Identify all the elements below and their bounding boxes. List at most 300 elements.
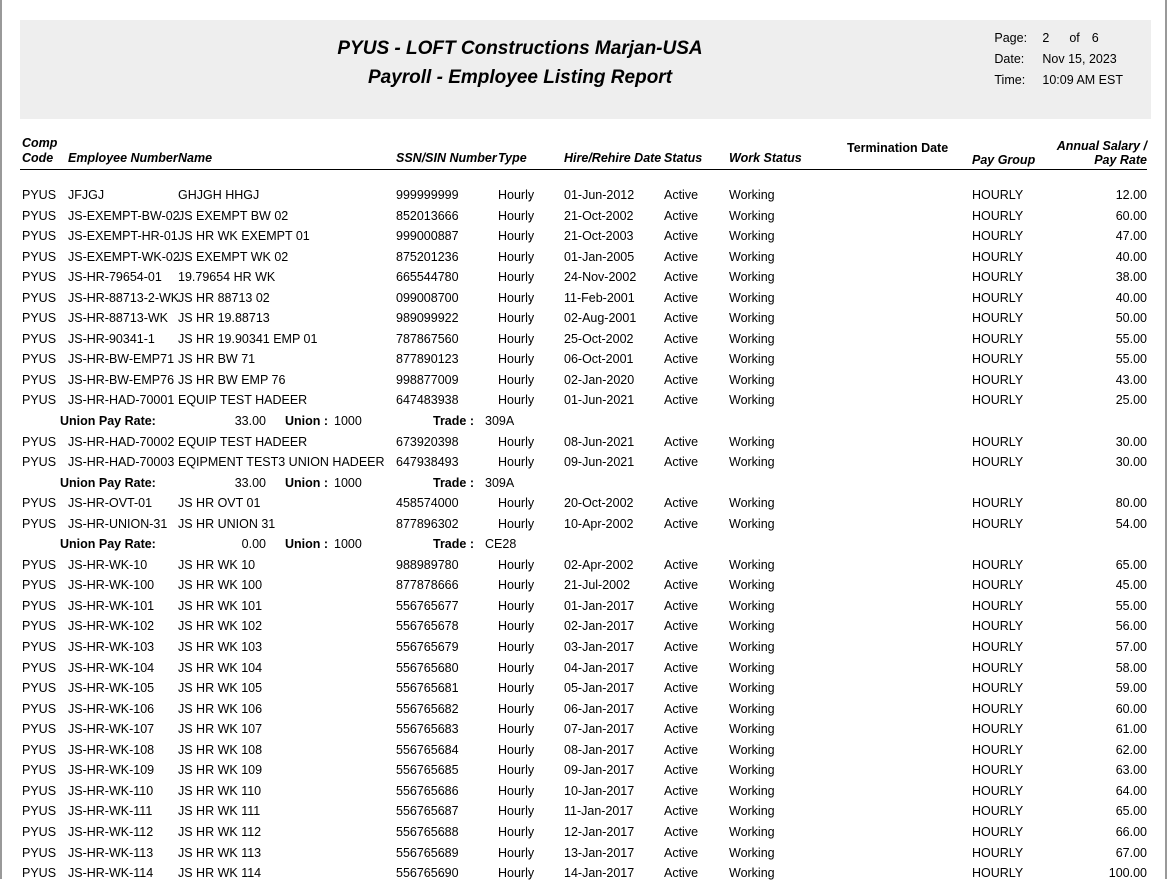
cell-hire-date: 10-Jan-2017 bbox=[564, 783, 635, 798]
cell-work-status: Working bbox=[729, 578, 775, 593]
cell-pay-group: HOURLY bbox=[972, 455, 1024, 470]
cell-ssn: 556765683 bbox=[396, 722, 459, 737]
cell-pay-group: HOURLY bbox=[972, 249, 1024, 264]
cell-ssn: 988989780 bbox=[396, 557, 459, 572]
union-pay-rate-row bbox=[2, 535, 1167, 556]
table-row bbox=[2, 453, 1167, 474]
cell-type: Hourly bbox=[498, 249, 535, 264]
cell-pay-rate: 55.00 bbox=[1115, 352, 1147, 367]
cell-ssn: 877878666 bbox=[396, 578, 459, 593]
cell-ssn: 556765686 bbox=[396, 783, 459, 798]
cell-name: JS HR OVT 01 bbox=[178, 496, 261, 511]
cell-employee-number: JS-HR-WK-107 bbox=[68, 722, 155, 737]
cell-type: Hourly bbox=[498, 557, 535, 572]
cell-work-status: Working bbox=[729, 824, 775, 839]
cell-pay-group: HOURLY bbox=[972, 763, 1024, 778]
cell-ssn: 556765690 bbox=[396, 866, 459, 881]
cell-ssn: 099008700 bbox=[396, 290, 459, 305]
cell-comp-code: PYUS bbox=[22, 578, 57, 593]
cell-status: Active bbox=[664, 516, 699, 531]
cell-comp-code: PYUS bbox=[22, 290, 57, 305]
table-row bbox=[2, 371, 1167, 392]
cell-pay-group: HOURLY bbox=[972, 393, 1024, 408]
cell-name: JS HR WK 101 bbox=[178, 598, 263, 613]
cell-employee-number: JS-HR-UNION-31 bbox=[68, 516, 168, 531]
cell-name: JS HR WK 106 bbox=[178, 701, 263, 716]
cell-comp-code: PYUS bbox=[22, 270, 57, 285]
column-header-comp-code-line2: Code bbox=[22, 151, 54, 165]
cell-ssn: 458574000 bbox=[396, 496, 459, 511]
cell-work-status: Working bbox=[729, 393, 775, 408]
cell-status: Active bbox=[664, 598, 699, 613]
cell-comp-code: PYUS bbox=[22, 188, 57, 202]
union-pay-rate-value: 33.00 bbox=[234, 475, 266, 490]
cell-status: Active bbox=[664, 270, 699, 285]
cell-pay-rate: 65.00 bbox=[1115, 557, 1147, 572]
cell-status: Active bbox=[664, 352, 699, 367]
table-row bbox=[2, 782, 1167, 803]
cell-hire-date: 01-Jan-2005 bbox=[564, 249, 635, 264]
cell-type: Hourly bbox=[498, 516, 535, 531]
cell-comp-code: PYUS bbox=[22, 681, 57, 696]
cell-pay-rate: 63.00 bbox=[1115, 763, 1147, 778]
cell-hire-date: 09-Jan-2017 bbox=[564, 763, 635, 778]
cell-work-status: Working bbox=[729, 496, 775, 511]
cell-pay-rate: 25.00 bbox=[1115, 393, 1147, 408]
cell-employee-number: JS-HR-WK-102 bbox=[68, 619, 155, 634]
cell-work-status: Working bbox=[729, 763, 775, 778]
time-meta-row bbox=[994, 70, 1123, 91]
table-row bbox=[2, 268, 1167, 289]
trade-value: 309A bbox=[485, 414, 515, 429]
cell-employee-number: JS-HR-WK-113 bbox=[68, 845, 154, 860]
cell-type: Hourly bbox=[498, 824, 535, 839]
trade-label: Trade : bbox=[433, 537, 474, 552]
report-title-line-2: Payroll - Employee Listing Report bbox=[367, 67, 673, 88]
cell-name: JS HR BW 71 bbox=[178, 352, 256, 367]
cell-name: JS HR WK 10 bbox=[178, 557, 256, 572]
cell-ssn: 998877009 bbox=[396, 372, 459, 387]
cell-comp-code: PYUS bbox=[22, 455, 57, 470]
cell-hire-date: 01-Jun-2012 bbox=[564, 188, 635, 202]
cell-pay-rate: 40.00 bbox=[1115, 249, 1147, 264]
cell-status: Active bbox=[664, 455, 699, 470]
cell-work-status: Working bbox=[729, 208, 775, 223]
cell-ssn: 875201236 bbox=[396, 249, 459, 264]
table-row bbox=[2, 844, 1167, 865]
cell-employee-number: JS-HR-WK-100 bbox=[68, 578, 155, 593]
cell-type: Hourly bbox=[498, 598, 535, 613]
cell-name: JS HR WK 100 bbox=[178, 578, 263, 593]
cell-pay-group: HOURLY bbox=[972, 845, 1024, 860]
union-value: 1000 bbox=[334, 537, 362, 552]
column-header-pay-group: Pay Group bbox=[972, 153, 1036, 167]
cell-status: Active bbox=[664, 783, 699, 798]
cell-comp-code: PYUS bbox=[22, 434, 57, 449]
cell-work-status: Working bbox=[729, 742, 775, 757]
cell-type: Hourly bbox=[498, 742, 535, 757]
cell-work-status: Working bbox=[729, 845, 775, 860]
page-number: 2 bbox=[1042, 31, 1050, 45]
union-pay-rate-label: Union Pay Rate: bbox=[60, 537, 156, 552]
time-value: 10:09 AM EST bbox=[1042, 73, 1123, 87]
cell-hire-date: 02-Aug-2001 bbox=[564, 311, 637, 326]
cell-hire-date: 13-Jan-2017 bbox=[564, 845, 635, 860]
cell-employee-number: JS-HR-79654-01 bbox=[68, 270, 162, 285]
cell-pay-rate: 61.00 bbox=[1115, 722, 1147, 737]
cell-pay-rate: 100.00 bbox=[1108, 866, 1147, 881]
cell-hire-date: 12-Jan-2017 bbox=[564, 824, 635, 839]
cell-pay-group: HOURLY bbox=[972, 516, 1024, 531]
table-row bbox=[2, 433, 1167, 454]
table-row bbox=[2, 597, 1167, 618]
cell-work-status: Working bbox=[729, 557, 775, 572]
column-header-employee-number: Employee Number bbox=[68, 151, 178, 165]
cell-comp-code: PYUS bbox=[22, 640, 57, 655]
cell-type: Hourly bbox=[498, 393, 535, 408]
cell-pay-rate: 58.00 bbox=[1115, 660, 1147, 675]
cell-work-status: Working bbox=[729, 434, 775, 449]
union-pay-rate-label: Union Pay Rate: bbox=[60, 414, 156, 429]
cell-pay-rate: 57.00 bbox=[1115, 640, 1147, 655]
cell-name: JS EXEMPT WK 02 bbox=[178, 249, 289, 264]
cell-pay-rate: 67.00 bbox=[1115, 845, 1147, 860]
cell-employee-number: JS-EXEMPT-HR-01 bbox=[68, 229, 178, 244]
table-row bbox=[2, 700, 1167, 721]
cell-pay-group: HOURLY bbox=[972, 783, 1024, 798]
cell-pay-group: HOURLY bbox=[972, 640, 1024, 655]
column-header-ssn: SSN/SIN Number bbox=[396, 151, 497, 165]
cell-status: Active bbox=[664, 763, 699, 778]
cell-type: Hourly bbox=[498, 290, 535, 305]
cell-status: Active bbox=[664, 393, 699, 408]
cell-pay-rate: 60.00 bbox=[1115, 701, 1147, 716]
header-divider-rule bbox=[20, 169, 1147, 170]
cell-pay-group: HOURLY bbox=[972, 681, 1024, 696]
cell-work-status: Working bbox=[729, 372, 775, 387]
cell-work-status: Working bbox=[729, 598, 775, 613]
cell-employee-number: JS-HR-BW-EMP71 bbox=[68, 352, 175, 367]
cell-ssn: 556765684 bbox=[396, 742, 459, 757]
cell-type: Hourly bbox=[498, 640, 535, 655]
cell-comp-code: PYUS bbox=[22, 866, 57, 881]
table-row bbox=[2, 741, 1167, 762]
cell-pay-rate: 43.00 bbox=[1115, 372, 1147, 387]
cell-status: Active bbox=[664, 557, 699, 572]
cell-name: JS HR WK 113 bbox=[178, 845, 262, 860]
union-pay-rate-row bbox=[2, 412, 1167, 433]
cell-employee-number: JS-HR-HAD-70001 bbox=[68, 393, 175, 408]
cell-pay-rate: 80.00 bbox=[1115, 496, 1147, 511]
cell-hire-date: 01-Jan-2017 bbox=[564, 598, 635, 613]
cell-status: Active bbox=[664, 701, 699, 716]
cell-pay-group: HOURLY bbox=[972, 619, 1024, 634]
cell-employee-number: JS-HR-WK-110 bbox=[68, 783, 154, 798]
union-label: Union : bbox=[285, 537, 329, 552]
date-meta-row bbox=[994, 49, 1123, 70]
cell-hire-date: 03-Jan-2017 bbox=[564, 640, 635, 655]
table-row bbox=[2, 638, 1167, 659]
cell-hire-date: 07-Jan-2017 bbox=[564, 722, 635, 737]
cell-pay-rate: 64.00 bbox=[1115, 783, 1147, 798]
cell-hire-date: 25-Oct-2002 bbox=[564, 331, 634, 346]
report-title bbox=[20, 34, 1020, 92]
column-header-status: Status bbox=[664, 151, 703, 165]
cell-employee-number: JS-HR-WK-104 bbox=[68, 660, 155, 675]
cell-pay-rate: 66.00 bbox=[1115, 824, 1147, 839]
cell-name: JS HR WK EXEMPT 01 bbox=[178, 229, 310, 244]
cell-type: Hourly bbox=[498, 619, 535, 634]
cell-pay-group: HOURLY bbox=[972, 742, 1024, 757]
cell-hire-date: 05-Jan-2017 bbox=[564, 681, 635, 696]
cell-name: JS HR WK 108 bbox=[178, 742, 263, 757]
cell-type: Hourly bbox=[498, 763, 535, 778]
column-header-type: Type bbox=[498, 151, 527, 165]
table-row bbox=[2, 802, 1167, 823]
cell-employee-number: JS-HR-HAD-70002 bbox=[68, 434, 175, 449]
cell-hire-date: 24-Nov-2002 bbox=[564, 270, 637, 285]
column-header-hire-rehire-date: Hire/Rehire Date bbox=[564, 151, 662, 165]
report-header-band bbox=[20, 20, 1151, 119]
cell-type: Hourly bbox=[498, 352, 535, 367]
cell-employee-number: JS-EXEMPT-WK-02 bbox=[68, 249, 180, 264]
column-header-annual-salary-line2: Pay Rate bbox=[1094, 153, 1147, 167]
cell-employee-number: JS-HR-WK-106 bbox=[68, 701, 155, 716]
cell-status: Active bbox=[664, 249, 699, 264]
cell-pay-rate: 54.00 bbox=[1115, 516, 1147, 531]
table-row bbox=[2, 494, 1167, 515]
cell-pay-rate: 50.00 bbox=[1115, 311, 1147, 326]
cell-work-status: Working bbox=[729, 866, 775, 881]
table-row bbox=[2, 617, 1167, 638]
cell-pay-group: HOURLY bbox=[972, 701, 1024, 716]
column-header-name: Name bbox=[178, 151, 213, 165]
cell-name: JS EXEMPT BW 02 bbox=[178, 208, 289, 223]
cell-name: JS HR 88713 02 bbox=[178, 290, 270, 305]
cell-pay-group: HOURLY bbox=[972, 331, 1024, 346]
cell-status: Active bbox=[664, 331, 699, 346]
cell-type: Hourly bbox=[498, 578, 535, 593]
cell-status: Active bbox=[664, 824, 699, 839]
cell-name: GHJGH HHGJ bbox=[178, 188, 260, 202]
cell-ssn: 556765689 bbox=[396, 845, 459, 860]
cell-work-status: Working bbox=[729, 516, 775, 531]
cell-hire-date: 21-Oct-2002 bbox=[564, 208, 634, 223]
cell-ssn: 989099922 bbox=[396, 311, 459, 326]
cell-pay-group: HOURLY bbox=[972, 372, 1024, 387]
cell-ssn: 877896302 bbox=[396, 516, 459, 531]
cell-employee-number: JS-HR-WK-105 bbox=[68, 681, 155, 696]
cell-type: Hourly bbox=[498, 188, 535, 202]
table-row bbox=[2, 576, 1167, 597]
cell-hire-date: 04-Jan-2017 bbox=[564, 660, 635, 675]
cell-comp-code: PYUS bbox=[22, 393, 57, 408]
cell-type: Hourly bbox=[498, 866, 535, 881]
table-row bbox=[2, 761, 1167, 782]
cell-status: Active bbox=[664, 804, 699, 819]
cell-comp-code: PYUS bbox=[22, 783, 57, 798]
cell-status: Active bbox=[664, 290, 699, 305]
cell-pay-group: HOURLY bbox=[972, 866, 1024, 881]
page-of-label: of bbox=[1069, 31, 1080, 45]
cell-status: Active bbox=[664, 434, 699, 449]
cell-hire-date: 21-Jul-2002 bbox=[564, 578, 631, 593]
cell-name: JS HR WK 109 bbox=[178, 763, 263, 778]
table-row bbox=[2, 309, 1167, 330]
cell-ssn: 647483938 bbox=[396, 393, 459, 408]
cell-name: JS HR 19.90341 EMP 01 bbox=[178, 331, 318, 346]
cell-pay-rate: 65.00 bbox=[1115, 804, 1147, 819]
cell-hire-date: 02-Jan-2020 bbox=[564, 372, 635, 387]
cell-name: JS HR BW EMP 76 bbox=[178, 372, 286, 387]
cell-status: Active bbox=[664, 208, 699, 223]
cell-employee-number: JS-HR-88713-2-WK bbox=[68, 290, 180, 305]
union-label: Union : bbox=[285, 414, 329, 429]
cell-work-status: Working bbox=[729, 640, 775, 655]
cell-hire-date: 02-Apr-2002 bbox=[564, 557, 634, 572]
cell-work-status: Working bbox=[729, 804, 775, 819]
cell-work-status: Working bbox=[729, 455, 775, 470]
cell-employee-number: JFJGJ bbox=[68, 188, 105, 202]
cell-employee-number: JS-HR-WK-109 bbox=[68, 763, 155, 778]
cell-type: Hourly bbox=[498, 331, 535, 346]
cell-name: JS HR WK 114 bbox=[178, 866, 262, 881]
cell-employee-number: JS-HR-WK-114 bbox=[68, 866, 154, 881]
cell-ssn: 665544780 bbox=[396, 270, 459, 285]
cell-pay-group: HOURLY bbox=[972, 824, 1024, 839]
cell-comp-code: PYUS bbox=[22, 229, 57, 244]
cell-status: Active bbox=[664, 229, 699, 244]
table-row bbox=[2, 186, 1167, 207]
report-title-line-1: PYUS - LOFT Constructions Marjan-USA bbox=[337, 38, 703, 59]
cell-ssn: 852013666 bbox=[396, 208, 459, 223]
report-meta bbox=[994, 28, 1123, 91]
cell-pay-group: HOURLY bbox=[972, 598, 1024, 613]
cell-pay-rate: 38.00 bbox=[1115, 270, 1147, 285]
cell-work-status: Working bbox=[729, 229, 775, 244]
cell-comp-code: PYUS bbox=[22, 557, 57, 572]
table-row bbox=[2, 330, 1167, 351]
cell-employee-number: JS-HR-90341-1 bbox=[68, 331, 155, 346]
cell-hire-date: 02-Jan-2017 bbox=[564, 619, 635, 634]
page-label: Page: bbox=[994, 31, 1028, 45]
page-meta-row bbox=[994, 28, 1123, 49]
cell-ssn: 556765685 bbox=[396, 763, 459, 778]
column-header-work-status: Work Status bbox=[729, 151, 802, 165]
trade-label: Trade : bbox=[433, 414, 474, 429]
cell-status: Active bbox=[664, 619, 699, 634]
cell-type: Hourly bbox=[498, 701, 535, 716]
cell-pay-group: HOURLY bbox=[972, 229, 1024, 244]
cell-ssn: 647938493 bbox=[396, 455, 459, 470]
table-row bbox=[2, 556, 1167, 577]
cell-work-status: Working bbox=[729, 722, 775, 737]
cell-pay-rate: 55.00 bbox=[1115, 598, 1147, 613]
union-pay-rate-label: Union Pay Rate: bbox=[60, 475, 156, 490]
table-row bbox=[2, 823, 1167, 844]
union-pay-rate-value: 33.00 bbox=[234, 414, 266, 429]
cell-work-status: Working bbox=[729, 290, 775, 305]
page-total: 6 bbox=[1091, 31, 1099, 45]
union-pay-rate-row bbox=[2, 474, 1167, 495]
table-row bbox=[2, 679, 1167, 700]
cell-hire-date: 08-Jan-2017 bbox=[564, 742, 635, 757]
table-row bbox=[2, 207, 1167, 228]
cell-hire-date: 20-Oct-2002 bbox=[564, 496, 634, 511]
table-row bbox=[2, 227, 1167, 248]
cell-pay-group: HOURLY bbox=[972, 722, 1024, 737]
cell-employee-number: JS-HR-88713-WK bbox=[68, 311, 169, 326]
cell-comp-code: PYUS bbox=[22, 249, 57, 264]
cell-hire-date: 21-Oct-2003 bbox=[564, 229, 634, 244]
cell-ssn: 787867560 bbox=[396, 331, 459, 346]
cell-employee-number: JS-HR-WK-111 bbox=[68, 804, 153, 819]
cell-pay-group: HOURLY bbox=[972, 434, 1024, 449]
cell-ssn: 556765688 bbox=[396, 824, 459, 839]
cell-ssn: 556765677 bbox=[396, 598, 459, 613]
cell-work-status: Working bbox=[729, 311, 775, 326]
cell-comp-code: PYUS bbox=[22, 311, 57, 326]
cell-status: Active bbox=[664, 660, 699, 675]
cell-comp-code: PYUS bbox=[22, 845, 57, 860]
cell-hire-date: 06-Oct-2001 bbox=[564, 352, 634, 367]
cell-name: JS HR WK 107 bbox=[178, 722, 263, 737]
cell-name: JS HR 19.88713 bbox=[178, 311, 270, 326]
cell-work-status: Working bbox=[729, 331, 775, 346]
cell-pay-group: HOURLY bbox=[972, 270, 1024, 285]
union-value: 1000 bbox=[334, 414, 362, 429]
trade-value: CE28 bbox=[485, 537, 517, 552]
cell-type: Hourly bbox=[498, 783, 535, 798]
cell-name: JS HR WK 105 bbox=[178, 681, 263, 696]
cell-hire-date: 11-Feb-2001 bbox=[564, 290, 635, 305]
cell-employee-number: JS-HR-OVT-01 bbox=[68, 496, 153, 511]
cell-pay-group: HOURLY bbox=[972, 660, 1024, 675]
cell-pay-group: HOURLY bbox=[972, 352, 1024, 367]
cell-comp-code: PYUS bbox=[22, 208, 57, 223]
trade-label: Trade : bbox=[433, 475, 474, 490]
table-row bbox=[2, 350, 1167, 371]
cell-status: Active bbox=[664, 681, 699, 696]
cell-name: JS HR WK 112 bbox=[178, 824, 262, 839]
cell-comp-code: PYUS bbox=[22, 598, 57, 613]
cell-type: Hourly bbox=[498, 681, 535, 696]
cell-ssn: 556765687 bbox=[396, 804, 459, 819]
cell-pay-rate: 30.00 bbox=[1115, 434, 1147, 449]
cell-hire-date: 01-Jun-2021 bbox=[564, 393, 635, 408]
cell-type: Hourly bbox=[498, 845, 535, 860]
union-value: 1000 bbox=[334, 475, 362, 490]
cell-comp-code: PYUS bbox=[22, 701, 57, 716]
cell-status: Active bbox=[664, 742, 699, 757]
column-header-annual-salary-line1: Annual Salary / bbox=[1056, 139, 1147, 153]
cell-ssn: 556765681 bbox=[396, 681, 459, 696]
cell-hire-date: 14-Jan-2017 bbox=[564, 866, 635, 881]
cell-hire-date: 10-Apr-2002 bbox=[564, 516, 634, 531]
cell-ssn: 999999999 bbox=[396, 188, 459, 202]
cell-employee-number: JS-HR-WK-101 bbox=[68, 598, 155, 613]
cell-status: Active bbox=[664, 640, 699, 655]
cell-comp-code: PYUS bbox=[22, 352, 57, 367]
cell-ssn: 556765678 bbox=[396, 619, 459, 634]
cell-status: Active bbox=[664, 866, 699, 881]
cell-work-status: Working bbox=[729, 681, 775, 696]
cell-name: JS HR WK 111 bbox=[178, 804, 261, 819]
cell-employee-number: JS-HR-WK-112 bbox=[68, 824, 154, 839]
table-row bbox=[2, 248, 1167, 269]
cell-ssn: 999000887 bbox=[396, 229, 459, 244]
cell-pay-rate: 40.00 bbox=[1115, 290, 1147, 305]
